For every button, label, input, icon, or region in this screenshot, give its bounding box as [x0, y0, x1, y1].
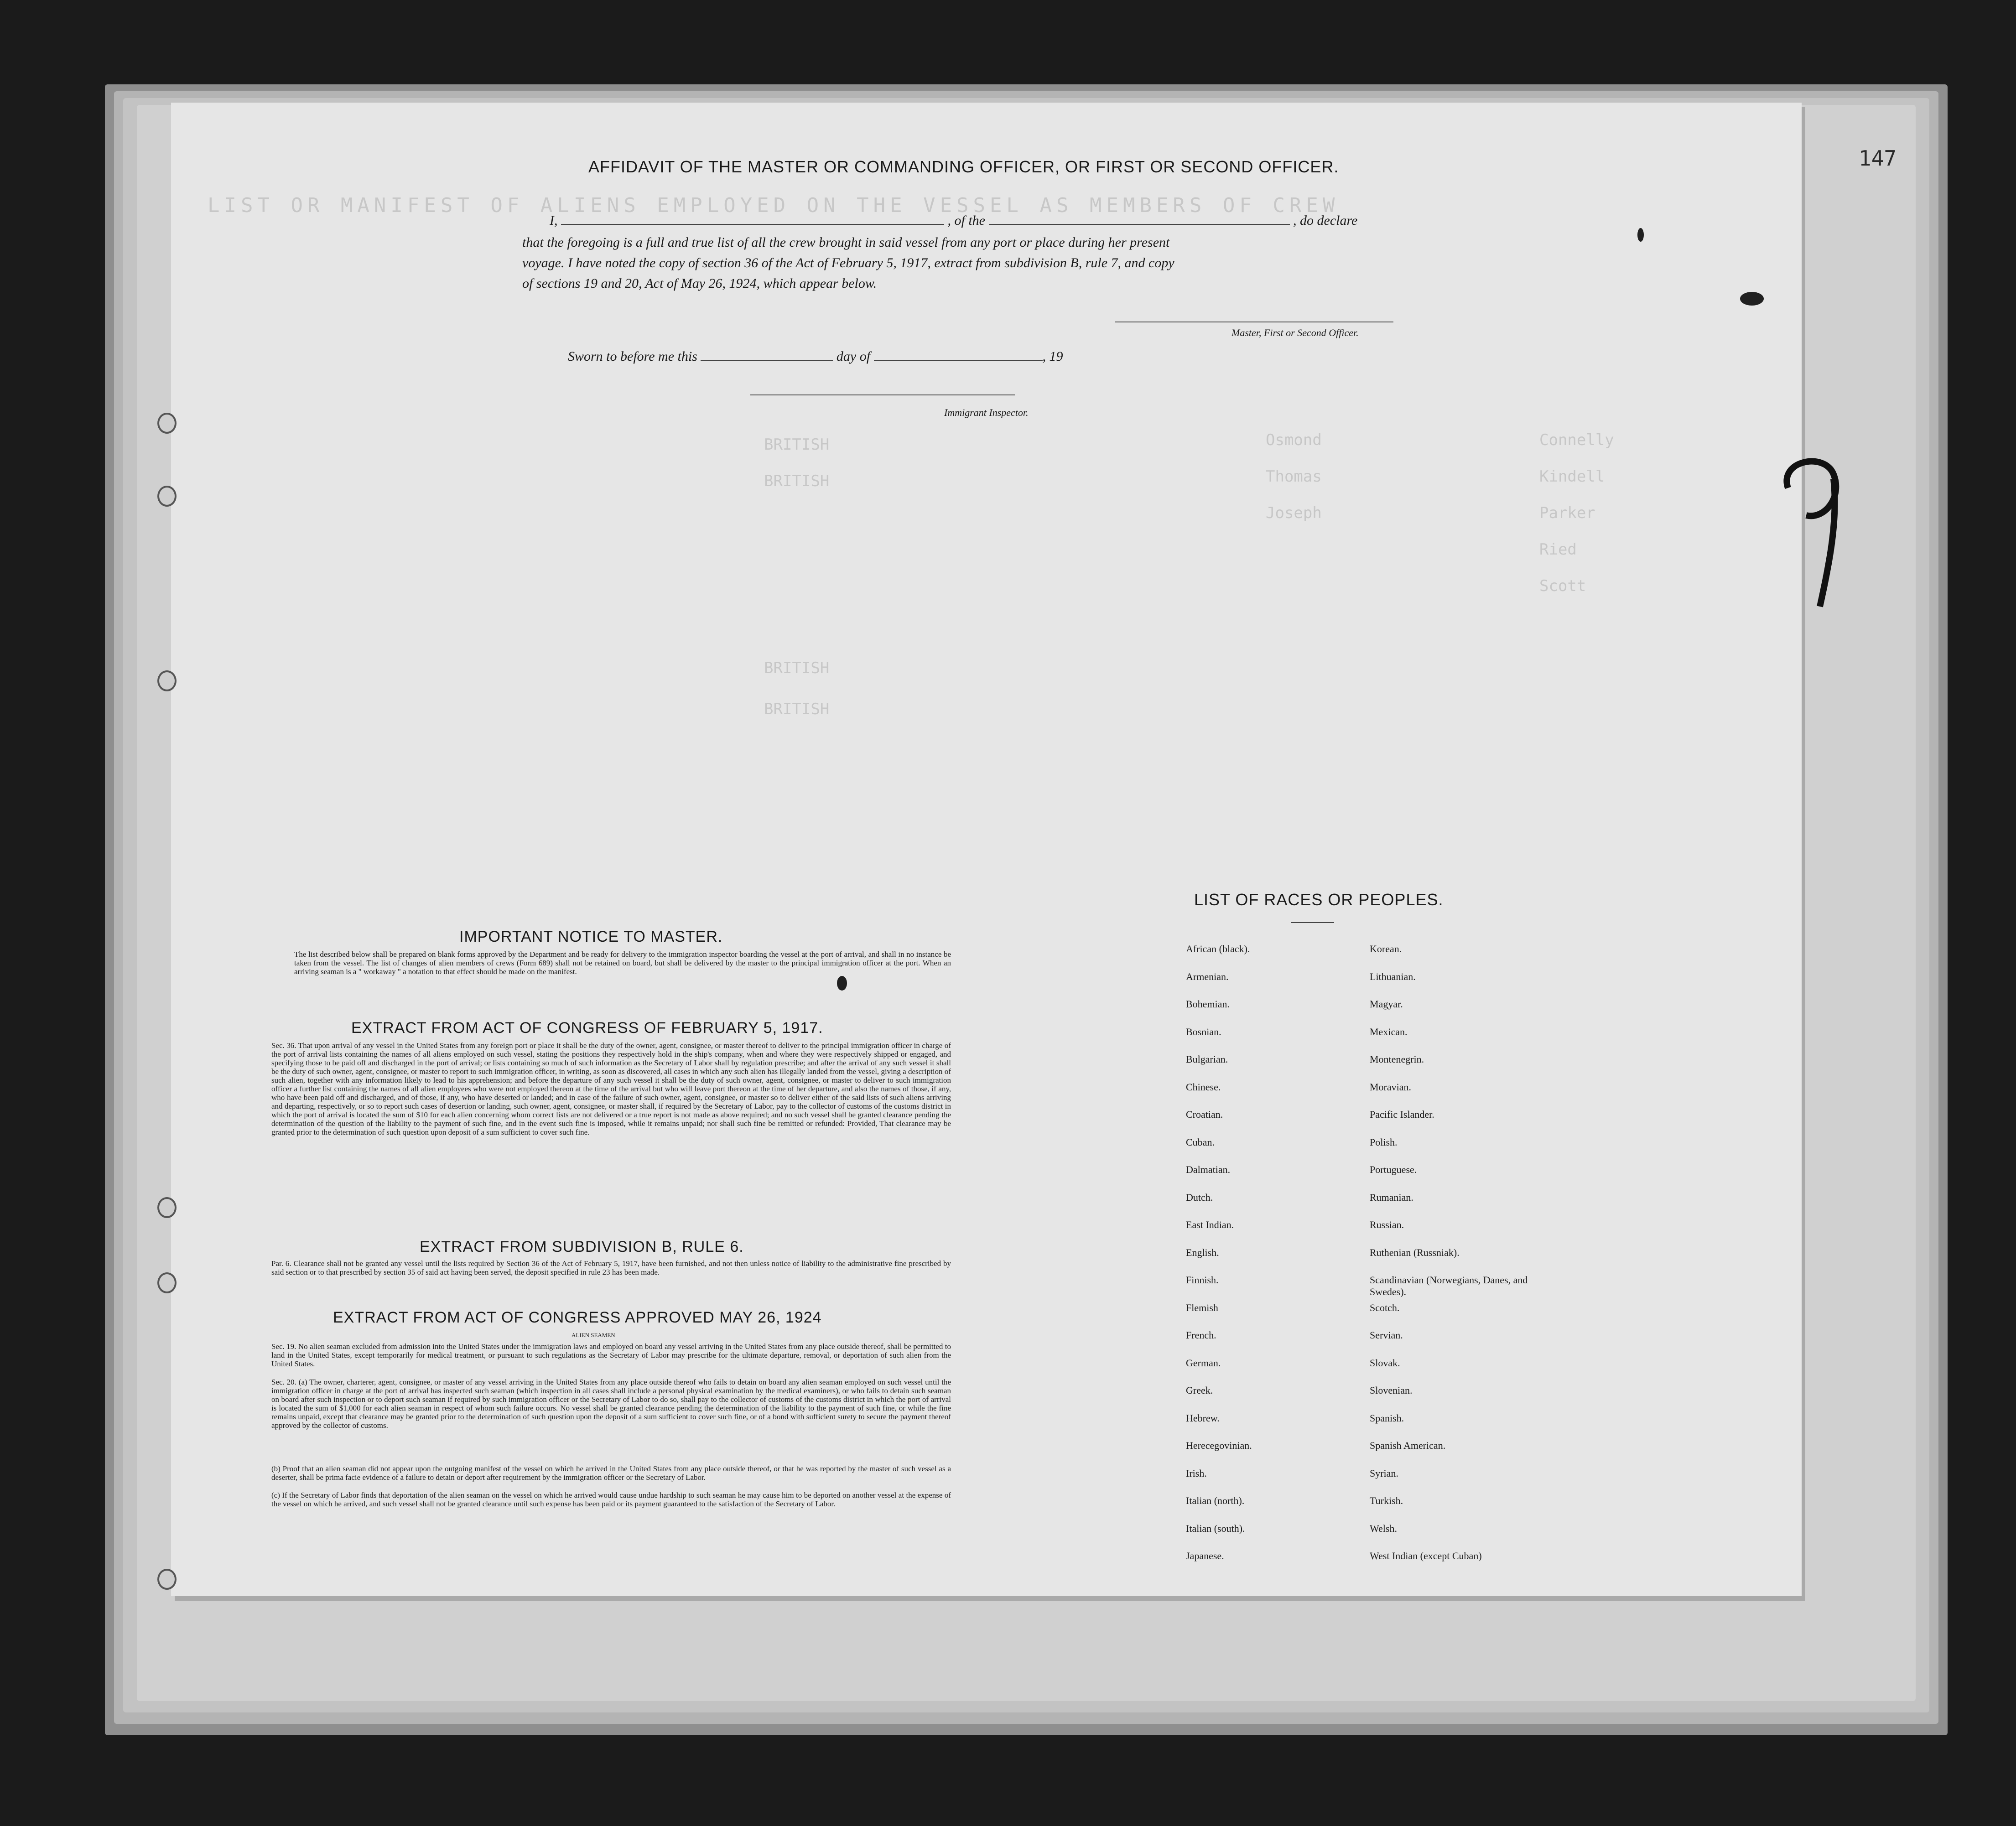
notice-body: The list described below shall be prepared on blank forms approved by the Department and be ready for delivery to the immigration inspector boarding the vessel at the port of arrival, and shall in no instance be taken from the vessel. The list of changes of alien members of crews (Form 689) shall not be retained on board, but shall be delivered by the master to the principal immigration officer at the port. When an arriving seaman is a " workaway " a notation to that effect should be made on the manifest. — [294, 950, 951, 976]
punch-hole — [157, 1569, 177, 1590]
name-field[interactable] — [561, 224, 944, 225]
race-item: Herecegovinian. — [1186, 1440, 1252, 1451]
race-item: Bohemian. — [1186, 998, 1230, 1010]
race-item: Ruthenian (Russniak). — [1370, 1246, 1460, 1258]
bleed-through-text: BRITISH — [764, 436, 830, 454]
race-item: West Indian (except Cuban) — [1370, 1550, 1482, 1561]
inspector-signature-label: Immigrant Inspector. — [944, 407, 1029, 418]
punch-hole — [157, 413, 177, 434]
race-item: Cuban. — [1186, 1136, 1215, 1148]
punch-hole — [157, 486, 177, 507]
race-item: Italian (north). — [1186, 1495, 1245, 1506]
race-item: Lithuanian. — [1370, 970, 1416, 982]
race-item: Spanish American. — [1370, 1440, 1446, 1451]
ink-spot — [837, 976, 847, 991]
race-item: German. — [1186, 1357, 1221, 1369]
affidavit-i: I, — [550, 213, 558, 228]
race-item: Finnish. — [1186, 1274, 1219, 1286]
race-item: Dutch. — [1186, 1191, 1213, 1203]
bleed-through-text: BRITISH — [764, 472, 830, 490]
extract-1917-title: EXTRACT FROM ACT OF CONGRESS OF FEBRUARY 5, 1917. — [351, 1019, 823, 1037]
affidavit-title: AFFIDAVIT OF THE MASTER OR COMMANDING OFFICER, OR FIRST OR SECOND OFFICER. — [588, 157, 1339, 176]
affidavit-text: voyage. I have noted the copy of section 36 of the Act of February 5, 1917, extract from subdivision B, rule 7, and copy — [522, 255, 1174, 270]
race-item: Scotch. — [1370, 1302, 1400, 1313]
extract-1924-sec20a: Sec. 20. (a) The owner, charterer, agent, consignee, or master of any vessel arriving in the United States from any place outside thereof who fails to detain on board any alien seaman employed on such vessel until the immigration officer in charge at the port of arrival has inspected such seaman (which inspection in all cases shall include a personal physical examination by the medical examiners), or who fails to detain such seaman on board after such inspection or to deport such seaman if required by such immigration officer or the Secretary of Labor to do so, shall pay to the collector of customs of the customs district in which the port of arrival is located the sum of $1,000 for each alien seaman in respect of whom such failure occurs. No vessel shall be granted clearance pending the determination of the liability to the payment of such fine, or while the fine remains unpaid, except that clearance may be granted prior to the determination of such question upon the deposit of a sum sufficient to cover such fine, or of a bond with sufficient surety to secure the payment thereof approved by the collector of customs. — [271, 1378, 951, 1430]
race-item: Armenian. — [1186, 970, 1229, 982]
race-item: Rumanian. — [1370, 1191, 1413, 1203]
punch-hole — [157, 670, 177, 691]
notice-title: IMPORTANT NOTICE TO MASTER. — [459, 928, 723, 945]
form-page — [171, 103, 1802, 1596]
race-item: Polish. — [1370, 1136, 1398, 1148]
handwritten-mark — [1770, 451, 1861, 616]
sworn-day-field[interactable] — [701, 360, 833, 361]
affidavit-do-declare: , do declare — [1293, 213, 1358, 228]
punch-hole — [157, 1272, 177, 1293]
race-item: Italian (south). — [1186, 1522, 1245, 1534]
extract-1924-subtitle: ALIEN SEAMEN — [572, 1332, 615, 1338]
extract-1924-title: EXTRACT FROM ACT OF CONGRESS APPROVED MAY 26, 1924 — [333, 1309, 822, 1326]
master-signature-label: Master, First or Second Officer. — [1231, 327, 1359, 338]
race-item: Hebrew. — [1186, 1412, 1220, 1424]
race-item: Portuguese. — [1370, 1164, 1417, 1175]
vessel-field[interactable] — [989, 224, 1290, 225]
race-item: Magyar. — [1370, 998, 1403, 1010]
bleed-through-text: Kindell — [1539, 467, 1605, 486]
year-prefix: , 19 — [1042, 349, 1063, 364]
inspector-signature-line[interactable] — [750, 394, 1015, 395]
race-item: Pacific Islander. — [1370, 1109, 1434, 1120]
race-item: Flemish — [1186, 1302, 1218, 1313]
race-item: Syrian. — [1370, 1467, 1398, 1479]
race-item: Spanish. — [1370, 1412, 1404, 1424]
race-item: African (black). — [1186, 943, 1250, 954]
bleed-through-text: Thomas — [1266, 467, 1322, 486]
extract-rule6-title: EXTRACT FROM SUBDIVISION B, RULE 6. — [420, 1238, 744, 1255]
ink-spot — [1740, 292, 1764, 306]
sworn-line — [568, 349, 1063, 364]
bleed-through-text: Osmond — [1266, 431, 1322, 449]
race-item: Russian. — [1370, 1219, 1404, 1230]
race-item: Scandinavian (Norwegians, Danes, and Swedes). — [1370, 1274, 1528, 1297]
extract-1924-sec20c: (c) If the Secretary of Labor finds that deportation of the alien seaman on the vessel on which he arrived would cause undue hardship to such seaman he may cause him to be deported on another vessel at the expense of the vessel on which he arrived, and such vessel shall not be granted clearance until such expense has been paid or its payment guaranteed to the satisfaction of the Secretary of Labor. — [271, 1491, 951, 1508]
day-of-label: day of — [836, 349, 871, 364]
bleed-through-text: Scott — [1539, 577, 1586, 595]
race-item: East Indian. — [1186, 1219, 1234, 1230]
race-item: Bosnian. — [1186, 1026, 1221, 1038]
race-item: Japanese. — [1186, 1550, 1224, 1561]
extract-1917-body: Sec. 36. That upon arrival of any vessel in the United States from any foreign port or place it shall be the duty of the owner, agent, consignee, or master thereof to deliver to the principal immigration officer in charge of the port of arrival lists containing the names of all aliens employed on such vessel, stating the positions they respectively hold in the ship's company, when and where they were respectively shipped or engaged, and specifying those to be paid off and discharged in the port of arrival; or lists containing so much of such information as the Secretary of Labor shall by regulation prescribe; and after the arrival of any such vessel it shall be the duty of such owner, agent, consignee, or master to report to such immigration officer, in writing, as soon as discovered, all cases in which any such alien has illegally landed from the vessel, giving a description of such alien, together with any information likely to lead to his apprehension; and before the departure of any such vessel it shall be the duty of such owner, agent, consignee, or master to deliver to such immigration officer a further list containing the names of all alien employees who were not employed thereon at the time of the arrival but who will leave port thereon at the time of her departure, and also the names of those, if any, who have been paid off and discharged, and of those, if any, who have deserted or landed; and in case of the failure of such owner, agent, consignee, or master so to deliver either of the said lists of such aliens arriving and departing, respectively, or so to report such cases of desertion or landing, such owner, agent, consignee, or master shall, if required by the Secretary of Labor, pay to the collector of customs of the customs district in which the port of arrival is located the sum of $10 for each alien concerning whom correct lists are not delivered or a true report is not made as above required; and no such vessel shall be granted clearance pending the determination of the question of the liability to the payment of such fine, and in the event such fine is imposed, while it remains unpaid; nor shall such fine be remitted or refunded: Provided, That clearance may be granted prior to the determination of such question upon deposit of a sum sufficient to cover such fine. — [271, 1041, 951, 1136]
affidavit-text: of sections 19 and 20, Act of May 26, 1924, which appear below. — [522, 276, 877, 291]
race-item: Mexican. — [1370, 1026, 1408, 1038]
extract-1924-sec19: Sec. 19. No alien seaman excluded from admission into the United States under the immigration laws and employed on board any vessel arriving in the United States from any place outside thereof, shall be permitted to land in the United States, except temporarily for medical treatment, or pursuant to such regulations as the Secretary of Labor may prescribe for the ultimate departure, removal, or deportation of such alien from the United States. — [271, 1342, 951, 1368]
affidavit-declaration-line — [550, 213, 1357, 228]
punch-hole — [157, 1197, 177, 1218]
race-item: Servian. — [1370, 1329, 1403, 1341]
bleed-through-text: Joseph — [1266, 504, 1322, 522]
extract-1924-sec20b: (b) Proof that an alien seaman did not appear upon the outgoing manifest of the vessel on which he arrived in the United States from any place outside thereof, or that he was reported by the master of such vessel as a deserter, shall be prima facie evidence of a failure to detain or deport after requirement by the immigration officer or the Secretary of Labor. — [271, 1464, 951, 1482]
sworn-month-field[interactable] — [874, 360, 1043, 361]
race-item: Bulgarian. — [1186, 1053, 1228, 1065]
race-item: Korean. — [1370, 943, 1402, 954]
race-item: Slovak. — [1370, 1357, 1400, 1369]
race-item: French. — [1186, 1329, 1216, 1341]
race-item: Moravian. — [1370, 1081, 1412, 1093]
race-item: Irish. — [1186, 1467, 1207, 1479]
page-number: 147 — [1859, 146, 1897, 171]
race-item: English. — [1186, 1246, 1219, 1258]
bleed-through-text: Parker — [1539, 504, 1595, 522]
bleed-through-text: Connelly — [1539, 431, 1614, 449]
race-item: Turkish. — [1370, 1495, 1403, 1506]
ink-spot — [1637, 228, 1644, 242]
race-item: Montenegrin. — [1370, 1053, 1424, 1065]
races-title: LIST OF RACES OR PEOPLES. — [1194, 890, 1444, 909]
race-item: Chinese. — [1186, 1081, 1221, 1093]
races-left-column — [1186, 943, 1341, 1578]
races-right-column — [1370, 943, 1561, 1578]
race-item: Slovenian. — [1370, 1385, 1413, 1396]
race-item: Croatian. — [1186, 1109, 1223, 1120]
races-title-underline — [1291, 922, 1334, 923]
sworn-prefix: Sworn to before me this — [568, 349, 697, 364]
affidavit-text: that the foregoing is a full and true list of all the crew brought in said vessel from any port or place during her present — [522, 235, 1170, 250]
race-item: Welsh. — [1370, 1522, 1397, 1534]
race-item: Greek. — [1186, 1385, 1213, 1396]
extract-rule6-body: Par. 6. Clearance shall not be granted any vessel until the lists required by Section 36 of the Act of February 5, 1917, have been furnished, and not then unless notice of liability to the administrative fine prescribed by said section or to that prescribed by section 35 of said act having been served, the deposit specified in rule 23 has been made. — [271, 1259, 951, 1276]
bleed-through-text: BRITISH — [764, 659, 830, 677]
bleed-through-text: BRITISH — [764, 700, 830, 718]
bleed-through-text: Ried — [1539, 540, 1577, 559]
affidavit-of-the: , of the — [947, 213, 985, 228]
race-item: Dalmatian. — [1186, 1164, 1231, 1175]
bleed-through-text: LIST OR MANIFEST OF ALIENS EMPLOYED ON THE VESSEL AS MEMBERS OF CREW — [208, 194, 1340, 217]
